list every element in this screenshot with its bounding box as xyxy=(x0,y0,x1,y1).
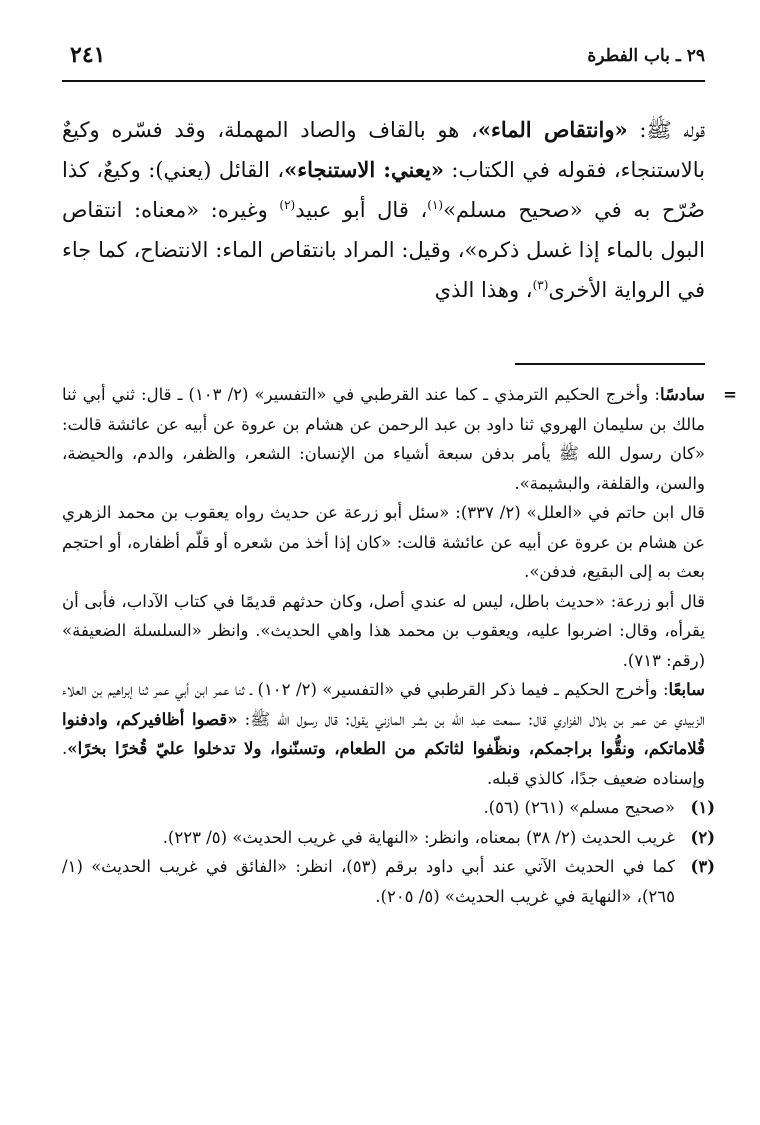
footnote-text: «صحيح مسلم» (٢٦١) (٥٦). xyxy=(483,798,675,817)
text-run: ، هو بالقاف والصاد المهملة، وقد فسّره وكيعٌ بالاستنجاء، فقوله في الكتاب: xyxy=(62,118,706,182)
footnote-divider xyxy=(515,363,705,365)
footnote-2 xyxy=(62,823,715,853)
footnote-number: (١) xyxy=(690,798,715,817)
footnote-ref-1[interactable]: (١) xyxy=(427,198,444,212)
footnote-ref-2[interactable]: (٢) xyxy=(279,198,296,212)
footnote-3 xyxy=(62,852,715,911)
note-text: : وأخرج الحكيم ـ فيما ذكر القرطبي في «التفسير» (٢/ ١٠٢) ـ ثنا عمر ابن أبي عمر ثنا إبراهيم بن العلاء الزبيدي عن عمر بن بلال الفزاري قال: سمعت عبد الله بن بشر المازني يقول: قال رسول الله ﷺ: xyxy=(62,680,705,729)
note-lead: سابعًا xyxy=(668,680,705,699)
footnote-text: كما في الحديث الآتي عند أبي داود برقم (٥٣)، انظر: «الفائق في غريب الحديث» (١/ ٢٦٥)، «النهاية في غريب الحديث» (٥/ ٢٠٥). xyxy=(62,857,675,906)
continued-note xyxy=(62,380,737,793)
text-run: وغيره: «معناه: انتقاص البول بالماء إذا غسل ذكره»، وقيل: المراد بانتقاص الماء: الانتضاح، كما جاء في الرواية الأخرى xyxy=(62,198,705,302)
footnote-1 xyxy=(62,793,715,823)
footnote-ref-3[interactable]: (٣) xyxy=(532,278,549,292)
hadith-quote: «قصوا أظافيركم، وادفنوا قُلاماتكم، ونقُّوا براجمكم، ونظّفوا لثاتكم من الطعام، وتسنّنوا، ولا تدخلوا عليّ قُخرًا بخرًا» xyxy=(62,709,705,758)
note-sabian xyxy=(62,675,705,793)
footnotes-section xyxy=(62,380,737,911)
footnote-text: غريب الحديث (٢/ ٣٨) بمعناه، وانظر: «النهاية في غريب الحديث» (٥/ ٢٢٣). xyxy=(162,827,675,847)
note-lead: سادسًا xyxy=(659,385,705,404)
text-run: ، قال أبو عبيد xyxy=(295,198,428,222)
text-run: ، وهذا الذي xyxy=(434,278,533,302)
quoted-phrase: «يعني: الاستنجاء» xyxy=(284,157,444,182)
note-abu-zura: قال أبو زرعة: «حديث باطل، ليس له عندي أصل، وكان حدثهم قديمًا في كتاب الآداب، فأبى أن يقرأه، وقال: اضربوا عليه، ويعقوب بن محمد هذا واهي الحديث». وانظر «السلسلة الضعيفة» (رقم: ٧١٣). xyxy=(62,591,705,670)
quoted-hadith-phrase: «وانتقاص الماء» xyxy=(477,117,628,142)
page-number: ٢٤١ xyxy=(70,42,106,68)
note-text: : وأخرج الحكيم الترمذي ـ كما عند القرطبي في «التفسير» (٢/ ١٠٣) ـ قال: ثني أبي ثنا مالك بن سليمان الهروي ثنا داود بن عبد الرحمن عن هشام بن عروة عن أبيه عن عائشة قالت: «كان رسول الله ﷺ يأمر بدفن سبعة أشياء من الإنسان: الشعر، والظفر، والدم، والحيضة، والسن، والقلفة، والبشيمة». xyxy=(62,385,705,493)
footnote-number: (٣) xyxy=(690,857,715,876)
note-ibn-abi-hatim: قال ابن حاتم في «العلل» (٢/ ٣٣٧): «سئل أبو زرعة عن حديث رواه يعقوب بن محمد الزهري عن هشام بن عروة عن أبيه عن عائشة قالت: «كان إذا أخذ من شعره أو قلّم أظفاره، أو احتجم بعث به إلى البقيع، فدفن». xyxy=(62,503,705,581)
running-header xyxy=(62,40,705,82)
text-run: قوله ﷺ: xyxy=(627,118,705,142)
footnote-number: (٢) xyxy=(690,827,715,847)
note-sadisan xyxy=(62,380,705,498)
continuation-mark: = xyxy=(723,385,737,404)
main-paragraph xyxy=(62,110,705,310)
text-run: ، القائل (يعني): وكيعٌ، كذا صُرّح به في «صحيح مسلم» xyxy=(62,158,705,222)
note-text: . وإسناده ضعيف جدًا، كالذي قبله. xyxy=(62,739,705,788)
chapter-title: ٢٩ ـ باب الفطرة xyxy=(587,46,705,66)
main-text xyxy=(62,110,705,310)
